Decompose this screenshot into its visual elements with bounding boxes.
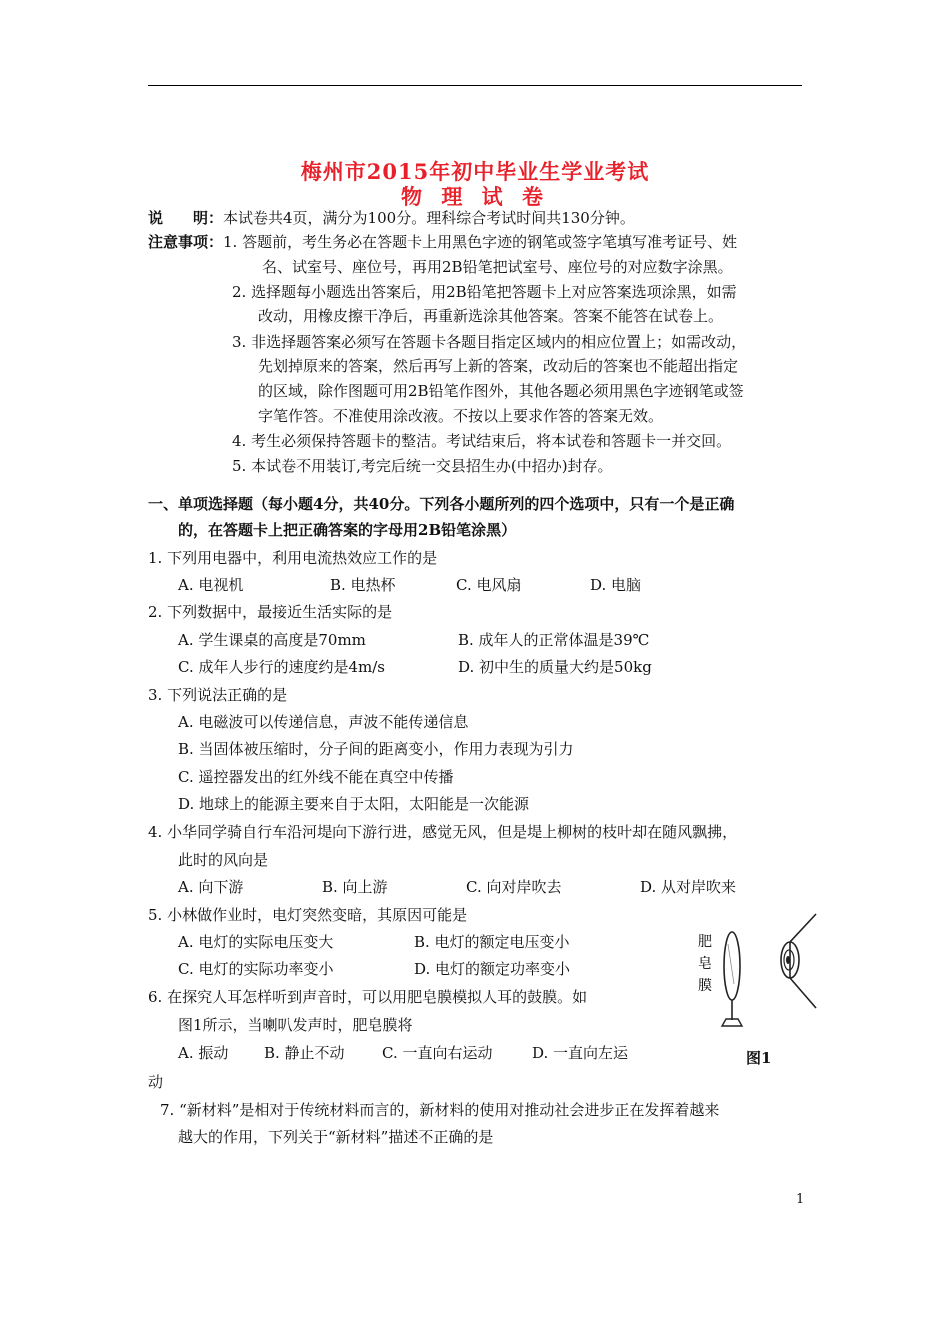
q5-option-b: B. 电灯的额定电压变小 (414, 933, 570, 951)
attention-label: 注意事项： (148, 233, 224, 251)
q4-option-a: A. 向下游 (178, 878, 244, 896)
q4-option-b: B. 向上游 (322, 878, 388, 896)
section-1-heading-a: 一、单项选择题（每小题4分，共40分。下列各小题所列的四个选项中，只有一个是正确 (148, 495, 735, 513)
q6-option-b: B. 静止不动 (264, 1044, 345, 1062)
q3-option-c: C. 遥控器发出的红外线不能在真空中传播 (178, 768, 454, 786)
question-4-stem-b: 此时的风向是 (178, 851, 269, 869)
q6-option-d-wrap: 动 (148, 1073, 164, 1091)
note-1-line-a (148, 232, 737, 252)
soap-film-speaker-diagram (694, 908, 820, 1038)
q2-option-a: A. 学生课桌的高度是70mm (178, 631, 366, 649)
soap-film-shade (728, 944, 734, 984)
speaker-dust-cap (786, 956, 790, 964)
question-5-stem: 5. 小林做作业时，电灯突然变暗，其原因可能是 (148, 906, 468, 924)
header-rule (148, 85, 802, 86)
q1-option-c: C. 电风扇 (456, 576, 522, 594)
q5-option-d: D. 电灯的额定功率变小 (414, 960, 571, 978)
question-7-stem-a: 7. “新材料”是相对于传统材料而言的，新材料的使用对推动社会进步正在发挥着越来 (160, 1101, 720, 1119)
q4-option-c: C. 向对岸吹去 (466, 878, 562, 896)
question-7-stem-b: 越大的作用，下列关于“新材料”描述不正确的是 (178, 1128, 494, 1146)
soap-film-base (722, 1019, 742, 1026)
q3-option-b: B. 当固体被压缩时，分子间的距离变小，作用力表现为引力 (178, 740, 574, 758)
q5-option-c: C. 电灯的实际功率变小 (178, 960, 334, 978)
figure-1-label-1: 肥 (698, 935, 712, 950)
exam-subtitle: 物 理 试 卷 (401, 184, 549, 209)
q4-option-d: D. 从对岸吹来 (640, 878, 737, 896)
q6-option-a: A. 振动 (178, 1044, 229, 1062)
note-3-line-a: 3. 非选择题答案必须写在答题卡各题目指定区域内的相应位置上；如需改动， (232, 333, 747, 351)
soap-film-ring (724, 932, 740, 1000)
question-3-stem: 3. 下列说法正确的是 (148, 686, 288, 704)
exam-title: 梅州市2015年初中毕业生学业考试 (300, 159, 650, 184)
figure-1 (694, 908, 820, 1038)
figure-1-label-3: 膜 (698, 979, 712, 994)
note-5: 5. 本试卷不用装订,考完后统一交县招生办(中招办)封存。 (232, 457, 613, 475)
note-1-line-b: 名、试室号、座位号，再用2B铅笔把试室号、座位号的对应数字涂黑。 (262, 258, 733, 276)
q6-option-c: C. 一直向右运动 (382, 1044, 493, 1062)
description-line (148, 208, 635, 228)
question-1-stem: 1. 下列用电器中，利用电流热效应工作的是 (148, 549, 438, 567)
q1-option-d: D. 电脑 (590, 576, 642, 594)
question-6-stem-b: 图1所示，当喇叭发声时，肥皂膜将 (178, 1016, 413, 1034)
question-4-stem-a: 4. 小华同学骑自行车沿河堤向下游行进，感觉无风，但是堤上柳树的枝叶却在随风飘拂， (148, 823, 738, 841)
note-3-line-d: 字笔作答。不准使用涂改液。不按以上要求作答的答案无效。 (258, 407, 664, 425)
question-2-stem: 2. 下列数据中，最接近生活实际的是 (148, 603, 393, 621)
section-1-heading-b: 的，在答题卡上把正确答案的字母用2B铅笔涂黑） (178, 521, 517, 539)
note-1a: 1. 答题前，考生务必在答题卡上用黑色字迹的钢笔或签字笔填写准考证号、姓 (223, 233, 738, 251)
note-2-line-b: 改动，用橡皮擦干净后，再重新选涂其他答案。答案不能答在试卷上。 (258, 307, 724, 325)
description-label: 说 明： (148, 209, 224, 227)
figure-1-caption: 图1 (746, 1049, 772, 1067)
note-2-line-a: 2. 选择题每小题选出答案后，用2B铅笔把答题卡上对应答案选项涂黑，如需 (232, 283, 737, 301)
description-text: 本试卷共4页，满分为100分。理科综合考试时间共130分钟。 (223, 209, 635, 227)
q2-option-c: C. 成年人步行的速度约是4m/s (178, 658, 385, 676)
figure-1-label-2: 皂 (698, 957, 712, 972)
question-6-stem-a: 6. 在探究人耳怎样听到声音时，可以用肥皂膜模拟人耳的鼓膜。如 (148, 988, 588, 1006)
note-3-line-b: 先划掉原来的答案，然后再写上新的答案，改动后的答案也不能超出指定 (258, 357, 739, 375)
q1-option-b: B. 电热杯 (330, 576, 396, 594)
note-3-line-c: 的区域，除作图题可用2B铅笔作图外，其他各题必须用黑色字迹钢笔或签 (258, 382, 744, 400)
q3-option-a: A. 电磁波可以传递信息，声波不能传递信息 (178, 713, 469, 731)
q3-option-d: D. 地球上的能源主要来自于太阳，太阳能是一次能源 (178, 795, 530, 813)
page-number: 1 (796, 1192, 805, 1207)
note-4: 4. 考生必须保持答题卡的整洁。考试结束后，将本试卷和答题卡一并交回。 (232, 432, 732, 450)
q1-option-a: A. 电视机 (178, 576, 244, 594)
q2-option-d: D. 初中生的质量大约是50kg (458, 658, 652, 676)
q2-option-b: B. 成年人的正常体温是39℃ (458, 631, 650, 649)
q5-option-a: A. 电灯的实际电压变大 (178, 933, 334, 951)
q6-option-d: D. 一直向左运 (532, 1044, 629, 1062)
